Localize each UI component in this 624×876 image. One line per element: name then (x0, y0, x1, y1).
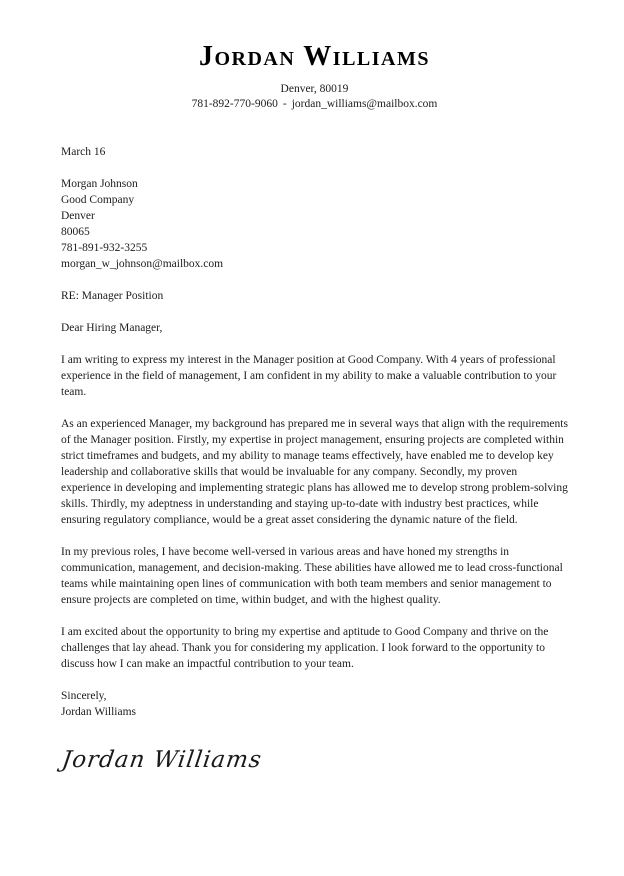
recipient-block (61, 176, 568, 272)
body-paragraph: In my previous roles, I have become well-versed in various areas and have honed my strengths in communication, management, and decision-making. These abilities have allowed me to lead cross-functional teams while maintaining open lines of communication with both team members and senior management to ensure projects are completed on time, within budget, and with the highest quality. (61, 546, 563, 606)
recipient-zip: 80065 (61, 226, 90, 238)
subject-line: RE: Manager Position (61, 290, 164, 302)
recipient-name: Morgan Johnson (61, 178, 138, 190)
body-paragraph: I am writing to express my interest in the Manager position at Good Company. With 4 years of professional experience in the field of management, I am confident in my ability to make a valuable contribution to your team. (61, 354, 557, 398)
recipient-company: Good Company (61, 194, 135, 206)
contact-separator: - (282, 98, 287, 110)
contact-location: Denver, 80019 (280, 83, 349, 95)
body-paragraph: I am excited about the opportunity to bring my expertise and aptitude to Good Company and thrive on the challenges that lay ahead. Thank you for considering my application. I look forward to the opportunity to discuss how I can make an impactful contribution to your team. (61, 626, 549, 670)
salutation: Dear Hiring Manager, (61, 322, 163, 334)
sender-name-heading: Jordan Williams (198, 41, 430, 72)
letter-date: March 16 (61, 146, 106, 158)
contact-email: jordan_williams@mailbox.com (291, 98, 438, 110)
contact-phone-email-line (61, 97, 568, 112)
recipient-email: morgan_w_johnson@mailbox.com (61, 258, 224, 270)
closing-phrase: Sincerely, (61, 690, 107, 702)
closing-block (61, 688, 568, 720)
recipient-phone: 781-891-932-3255 (61, 242, 148, 254)
contact-phone: 781-892-770-9060 (191, 98, 278, 110)
contact-info (61, 82, 568, 112)
letter-body (61, 144, 568, 772)
recipient-city: Denver (61, 210, 95, 222)
letter-header (61, 40, 568, 112)
body-paragraph: As an experienced Manager, my background has prepared me in several ways that align with the requirements of the Manager position. Firstly, my expertise in project management, ensuring projects are completed within strict timeframes and budgets, and my ability to manage teams effectively, have enabled me to develop key leadership and collaborative skills that would be invaluable for any company. Secondly, my proven experience in developing and implementing strategic plans has allowed me to develop strong problem-solving skills. Thirdly, my adeptness in understanding and staying up-to-date with industry best practices, while ensuring regulatory compliance, would be a great asset considering the dynamic nature of the field. (61, 418, 568, 526)
sender-typed-name: Jordan Williams (61, 706, 137, 718)
signature-script: Jordan Williams (60, 747, 264, 773)
